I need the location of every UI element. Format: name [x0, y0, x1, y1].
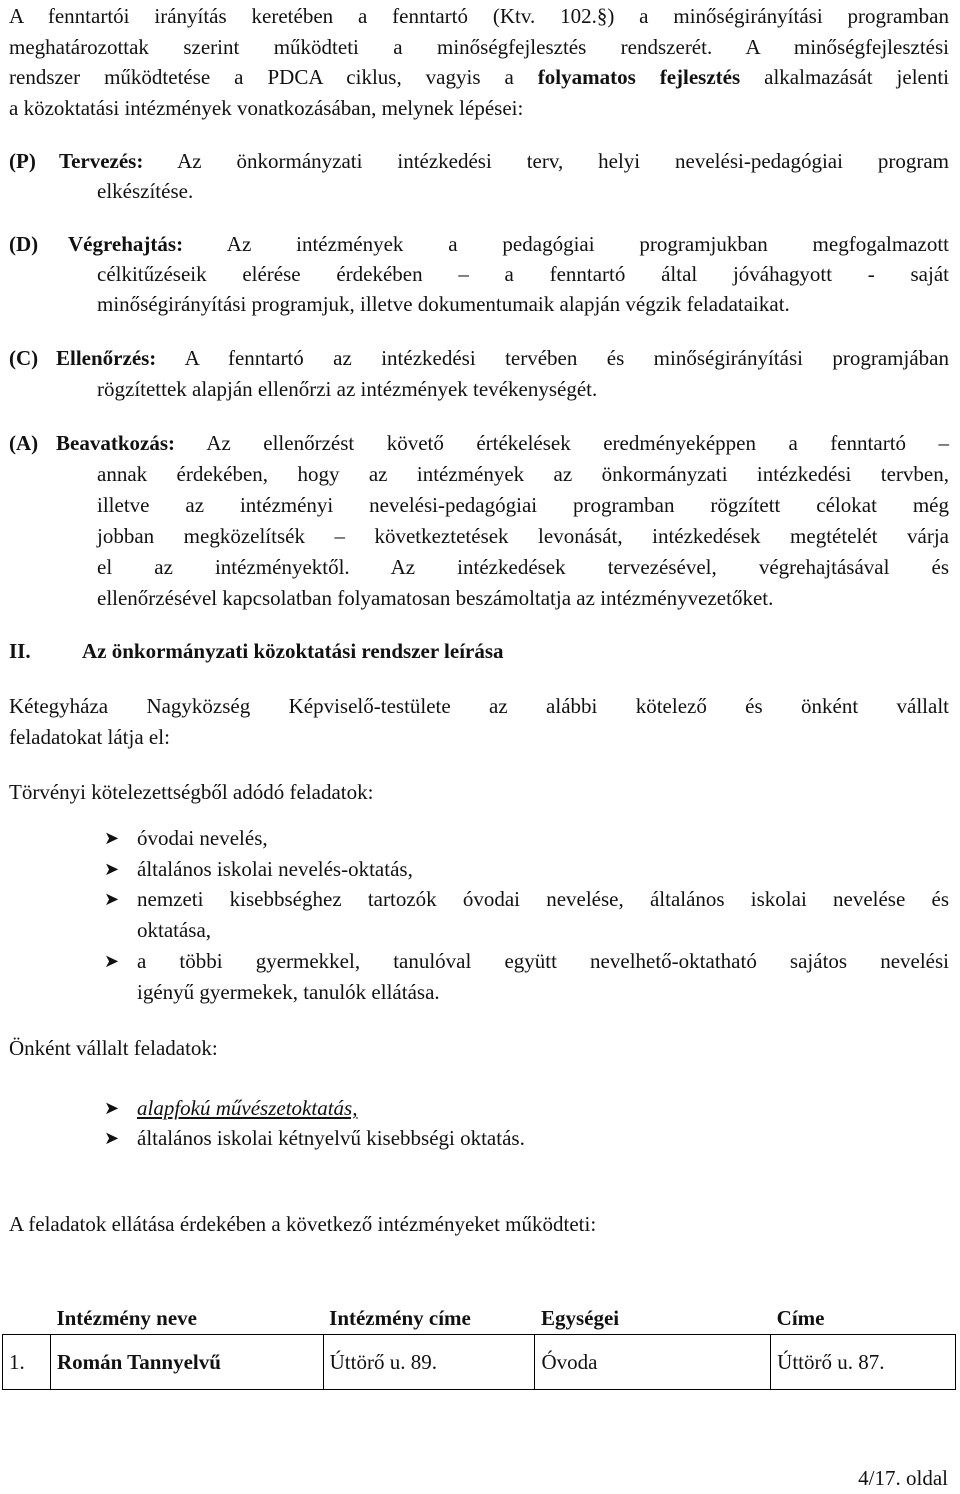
table-cell: Óvoda	[535, 1335, 771, 1390]
mandatory-item-continuation: igényű gyermekek, tanulók ellátása.	[137, 980, 440, 1004]
pdca-p-line-2: elkészítése.	[97, 179, 194, 203]
table-header-cell: Intézmény neve	[56, 1305, 198, 1330]
page-number: 4/17. oldal	[858, 1466, 948, 1490]
arrowhead-bullet-icon: ➤	[104, 828, 120, 849]
pdca-d-line-2: célkitűzéseik elérése érdekében – a fenntartó által jóváhagyott - saját	[97, 262, 949, 286]
pdca-p-title: Tervezés:	[59, 149, 144, 173]
table-cell: Úttörő u. 87.	[771, 1335, 956, 1390]
pdca-a-line-6: ellenőrzésével kapcsolatban folyamatosan beszámoltatja az intézményvezetőket.	[97, 586, 774, 610]
pdca-a-line-3: illetve az intézményi nevelési-pedagógiai programban rögzített célokat még	[97, 493, 949, 517]
table-header-cell: Címe	[776, 1305, 825, 1330]
table-cell: Román Tannyelvű	[50, 1335, 323, 1390]
pdca-a-line-4: jobban megközelítsék – következtetések levonását, intézkedések megtételét várja	[97, 524, 949, 548]
intro-line-3-a: rendszer működtetése a PDCA ciklus, vagyis a	[9, 65, 514, 89]
pdca-c-title: Ellenőrzés:	[56, 346, 157, 370]
table-cell: Úttörő u. 89.	[323, 1335, 535, 1390]
pdca-d-text: Az intézmények a pedagógiai programjukban megfogalmazott	[226, 232, 949, 256]
section-title: Az önkormányzati közoktatási rendszer leírása	[82, 639, 504, 663]
table-header-cell: Egységei	[540, 1305, 620, 1330]
pdca-a-label: (A)	[9, 431, 39, 455]
voluntary-heading: Önként vállalt feladatok:	[9, 1036, 218, 1060]
pdca-d-line-3: minőségirányítási programjuk, illetve dokumentumaik alapján végzik feladataikat.	[97, 292, 790, 316]
intro-line-2: meghatározottak szerint működteti a minőségfejlesztés rendszerét. A minőségfejlesztési	[9, 35, 949, 59]
pdca-c-line-1	[56, 344, 949, 373]
table-row	[3, 1335, 956, 1390]
institutions-intro: A feladatok ellátása érdekében a következő intézményeket működteti:	[9, 1212, 597, 1236]
mandatory-item: óvodai nevelés,	[137, 826, 268, 850]
table-header-cell: Intézmény címe	[329, 1305, 471, 1330]
voluntary-item-link[interactable]: alapfokú művészetoktatás,	[137, 1096, 358, 1120]
intro-line-3-c: alkalmazását jelenti	[764, 65, 950, 89]
arrowhead-bullet-icon: ➤	[104, 859, 120, 880]
section-number: II.	[9, 639, 31, 663]
pdca-a-line-1	[56, 429, 949, 458]
intro-emphasis: folyamatos fejlesztés	[537, 65, 741, 89]
arrowhead-bullet-icon: ➤	[104, 889, 120, 910]
table-header-cell	[3, 1302, 51, 1335]
section-intro-line-1: Kétegyháza Nagyközség Képviselő-testülete az alábbi kötelező és önként vállalt	[9, 694, 949, 718]
pdca-a-line-2: annak érdekében, hogy az intézmények az önkormányzati intézkedési tervben,	[97, 462, 949, 486]
mandatory-item-continuation: oktatása,	[137, 918, 212, 942]
pdca-p-line-1	[59, 147, 949, 176]
section-intro-line-2: feladatokat látja el:	[9, 725, 170, 749]
pdca-d-label: (D)	[9, 232, 39, 256]
pdca-a-line-5: el az intézményektől. Az intézkedések tervezésével, végrehajtásával és	[97, 555, 949, 579]
pdca-d-title: Végrehajtás:	[68, 232, 184, 256]
pdca-p-label: (P)	[9, 149, 36, 173]
voluntary-item: általános iskolai kétnyelvű kisebbségi oktatás.	[137, 1126, 525, 1150]
arrowhead-bullet-icon: ➤	[104, 951, 120, 972]
pdca-p-text: Az önkormányzati intézkedési terv, helyi nevelési-pedagógiai program	[177, 149, 950, 173]
institutions-table	[2, 1302, 956, 1390]
table-cell: 1.	[3, 1335, 51, 1390]
pdca-c-text: A fenntartó az intézkedési tervében és minőségirányítási programjában	[184, 346, 949, 370]
arrowhead-bullet-icon: ➤	[104, 1128, 120, 1149]
mandatory-heading: Törvényi kötelezettségből adódó feladatok:	[9, 780, 374, 804]
pdca-c-line-2: rögzítettek alapján ellenőrzi az intézmények tevékenységét.	[97, 377, 598, 401]
pdca-a-text: Az ellenőrzést követő értékelések eredményeképpen a fenntartó –	[206, 431, 949, 455]
pdca-c-label: (C)	[9, 346, 39, 370]
table-header-row	[3, 1302, 956, 1335]
intro-line-3	[9, 63, 949, 92]
arrowhead-bullet-icon: ➤	[104, 1098, 120, 1119]
pdca-a-title: Beavatkozás:	[56, 431, 175, 455]
mandatory-item: a többi gyermekkel, tanulóval együtt nevelhető-oktatható sajátos nevelési	[137, 949, 949, 973]
intro-line-1: A fenntartói irányítás keretében a fenntartó (Ktv. 102.§) a minőségirányítási programban	[9, 4, 949, 28]
mandatory-item: nemzeti kisebbséghez tartozók óvodai nevelése, általános iskolai nevelése és	[137, 887, 949, 911]
intro-line-4: a közoktatási intézmények vonatkozásában, melynek lépései:	[9, 96, 524, 120]
mandatory-item: általános iskolai nevelés-oktatás,	[137, 857, 413, 881]
pdca-d-line-1	[68, 230, 949, 259]
